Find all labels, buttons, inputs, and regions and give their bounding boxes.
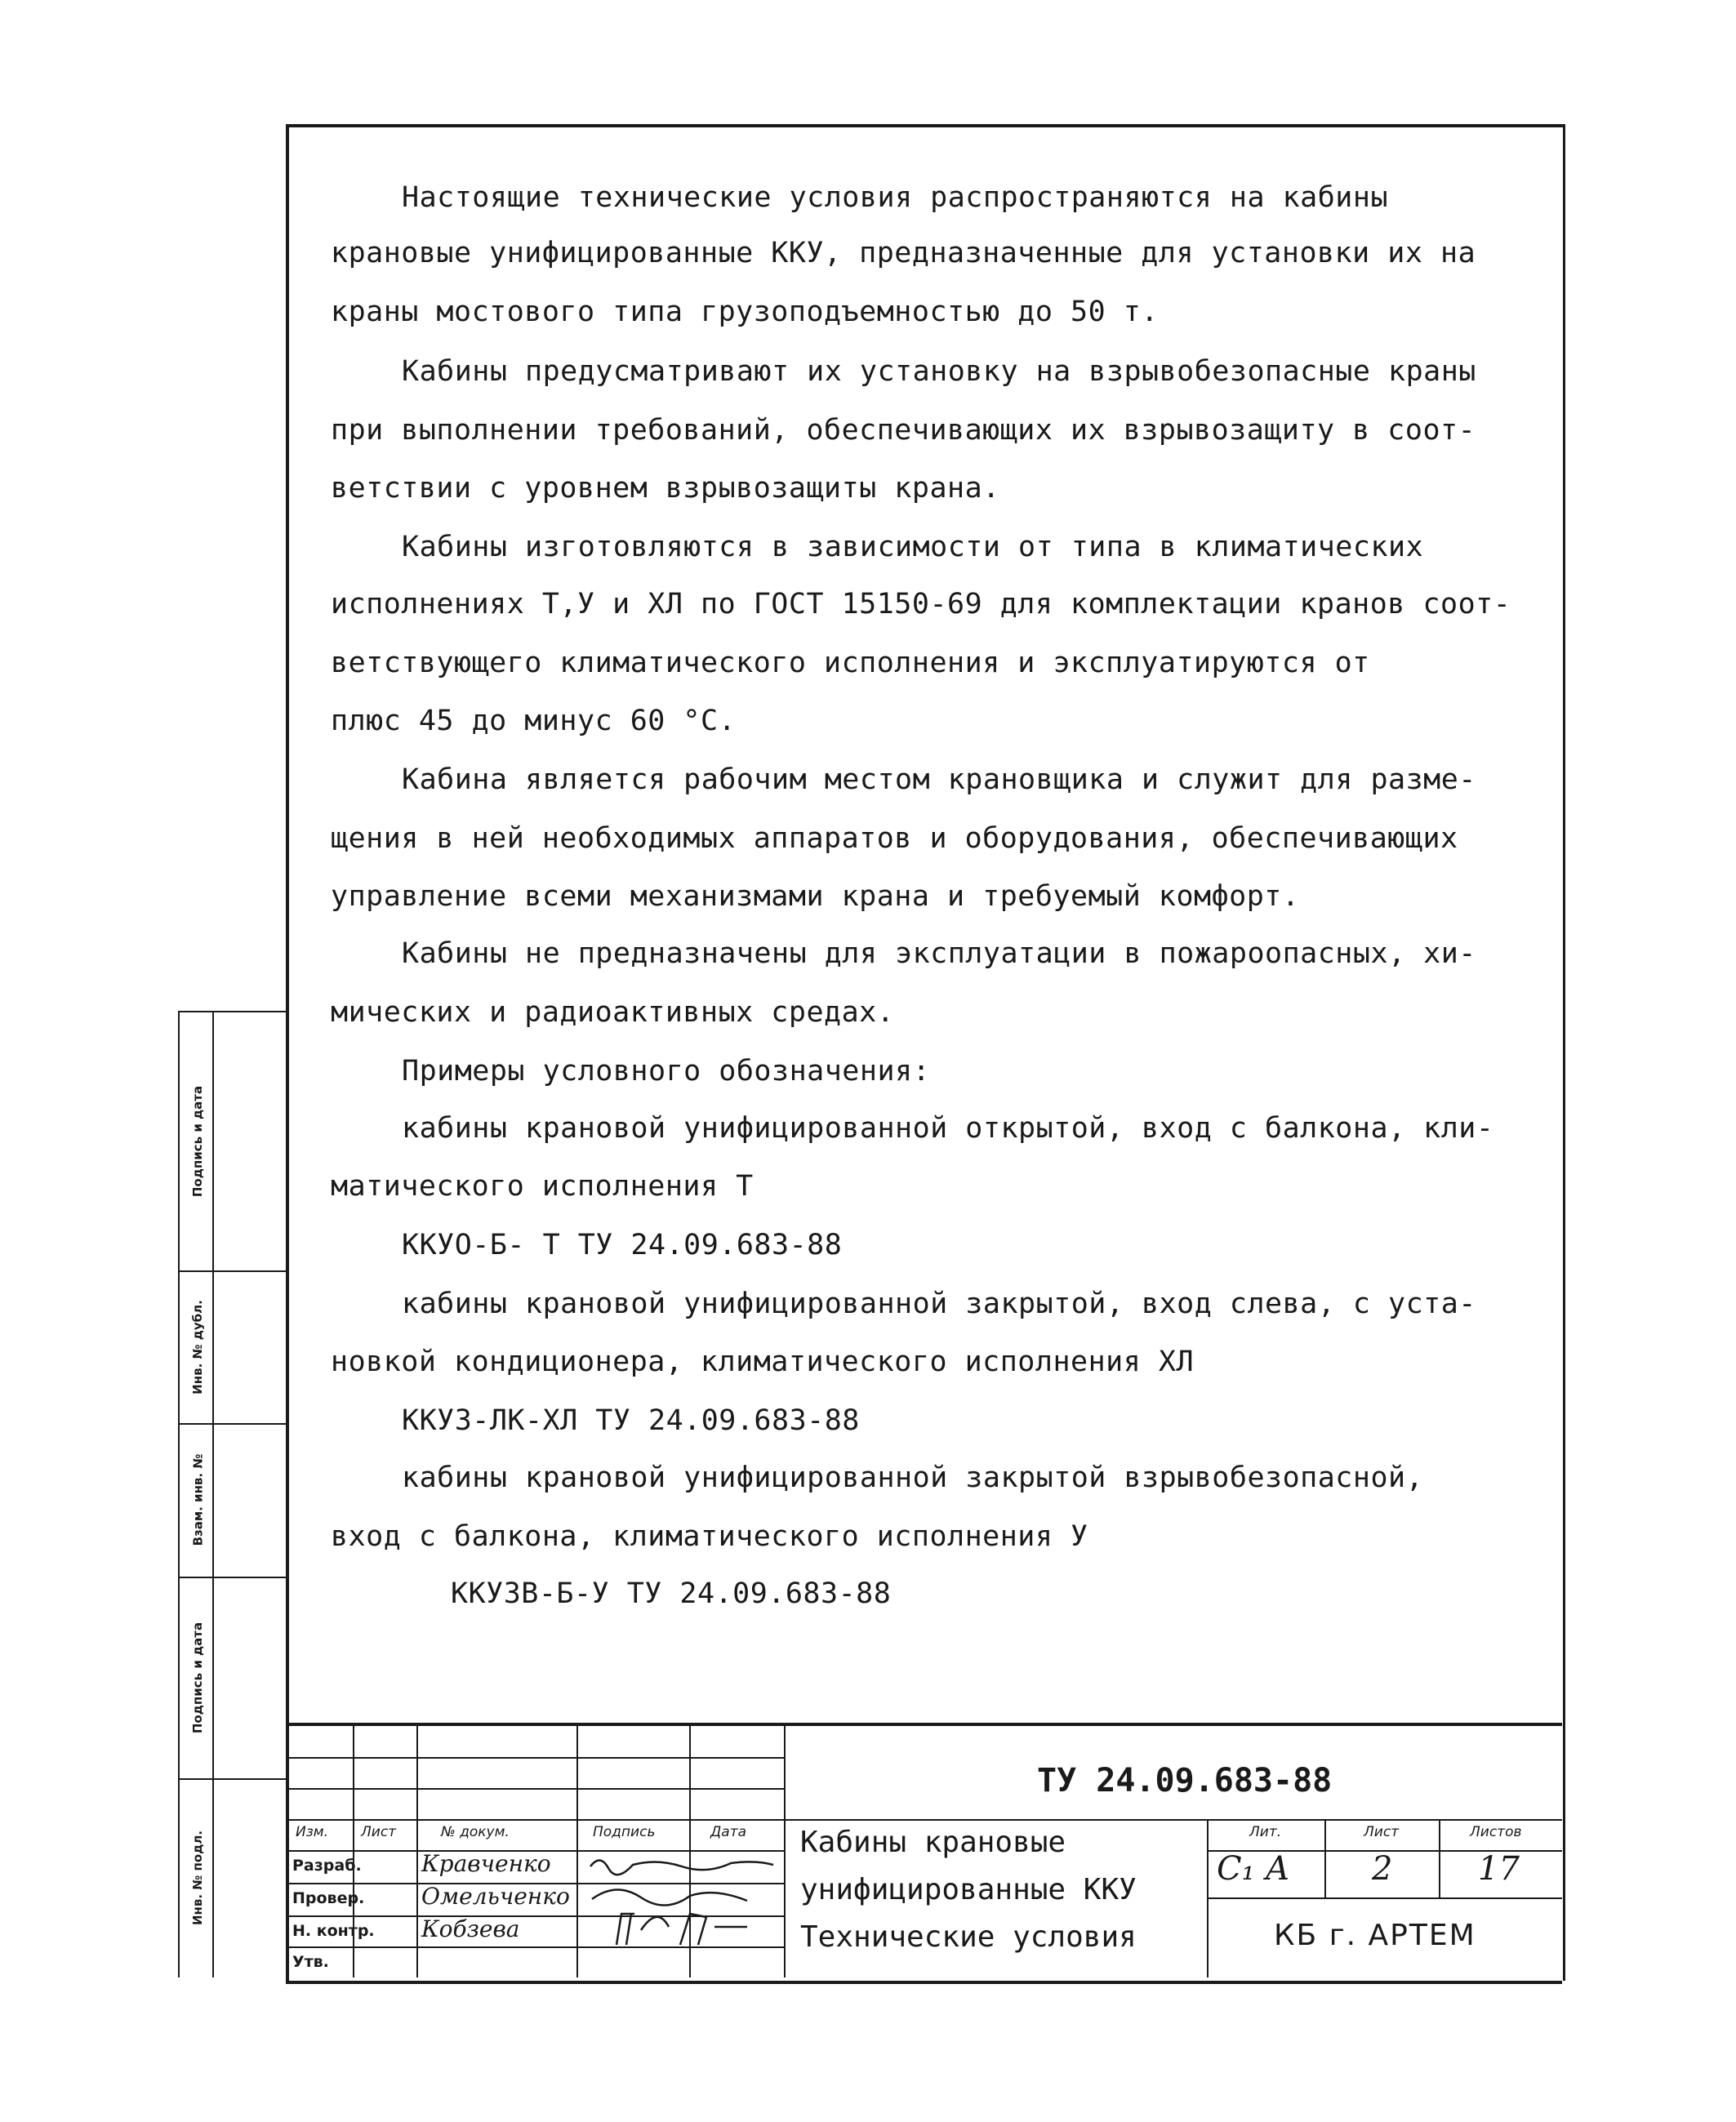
designation-example: ККУЗ-ЛК-ХЛ ТУ 24.09.683-88	[402, 1404, 860, 1437]
margin-label: Инв. № подл.	[190, 1830, 206, 1926]
designation-example: ККУО-Б- Т ТУ 24.09.683-88	[402, 1229, 843, 1261]
body-line: матического исполнения Т	[331, 1170, 754, 1203]
margin-stamp-strip	[178, 1011, 287, 1977]
document-title-line: унифицированные ККУ	[800, 1873, 1137, 1906]
body-line: мических и радиоактивных средах.	[331, 996, 895, 1029]
body-line: плюс 45 до минус 60 °С.	[331, 705, 737, 737]
body-line: краны мостового типа грузоподъемностью до 50 т.	[331, 296, 1159, 328]
body-line: кабины крановой унифицированной открытой, вход с балкона, кли-	[402, 1112, 1494, 1145]
body-line: ветствии с уровнем взрывозащиты крана.	[331, 472, 1000, 505]
role-prover: Провер.	[292, 1889, 365, 1907]
signature-prover: Омельченко	[421, 1883, 570, 1910]
header-izm: Изм.	[296, 1824, 328, 1840]
body-line: исполнениях Т,У и ХЛ по ГОСТ 15150-69 для комплектации кранов соот-	[331, 588, 1511, 621]
document-code: ТУ 24.09.683-88	[1037, 1762, 1333, 1799]
body-line: управление всеми механизмами крана и требуемый комфорт.	[331, 880, 1300, 913]
document-title-line: Кабины крановые	[800, 1826, 1066, 1859]
body-line: кабины крановой унифицированной закрытой взрывобезопасной,	[402, 1461, 1424, 1494]
body-line: вход с балкона, климатического исполнения У	[331, 1520, 1088, 1553]
role-razrab: Разраб.	[292, 1857, 362, 1875]
sheets-header: Листов	[1470, 1824, 1522, 1840]
role-n-kontr: Н. контр.	[292, 1922, 375, 1940]
body-line: ветствующего климатического исполнения и эксплуатируются от	[331, 647, 1370, 679]
role-utv: Утв.	[292, 1953, 329, 1971]
document-title-line: Технические условия	[800, 1920, 1137, 1954]
signature-scribble	[584, 1848, 780, 1951]
body-line: Кабины изготовляются в зависимости от типа в климатических	[402, 531, 1424, 563]
body-line: Примеры условного обозначения:	[402, 1055, 931, 1088]
body-line: Настоящие технические условия распространяются на кабины	[402, 181, 1389, 214]
body-line: кабины крановой унифицированной закрытой, вход слева, с уста-	[402, 1288, 1476, 1320]
body-line: Кабина является рабочим местом крановщика и служит для разме-	[402, 763, 1476, 796]
margin-label: Подпись и дата	[190, 1622, 206, 1734]
sheets-value: 17	[1478, 1850, 1520, 1888]
signature-n-kontr: Кобзева	[421, 1915, 520, 1942]
organization: КБ г. АРТЕМ	[1274, 1919, 1476, 1952]
signature-razrab: Кравченко	[421, 1850, 551, 1877]
document-sheet	[286, 124, 1565, 1981]
body-line: при выполнении требований, обеспечивающих их взрывозащиту в соот-	[331, 414, 1476, 447]
lit-header: Лит.	[1249, 1824, 1282, 1840]
margin-label: Взам. инв. №	[190, 1453, 206, 1546]
header-list: Лист	[361, 1824, 397, 1840]
title-block	[286, 1723, 1562, 1984]
sheet-header: Лист	[1364, 1824, 1400, 1840]
sheet-value: 2	[1372, 1850, 1393, 1888]
body-line: новкой кондиционера, климатического исполнения ХЛ	[331, 1346, 1195, 1378]
body-line: Кабины предусматривают их установку на взрывобезопасные краны	[402, 355, 1476, 388]
body-line: крановые унифицированные ККУ, предназначенные для установки их на	[331, 237, 1476, 269]
designation-example: ККУЗВ-Б-У ТУ 24.09.683-88	[451, 1577, 892, 1610]
header-sign: Подпись	[593, 1824, 656, 1840]
lit-value: С₁ А	[1217, 1850, 1290, 1888]
header-doc-no: № докум.	[441, 1824, 510, 1840]
body-line: Кабины не предназначены для эксплуатации в пожароопасных, хи-	[402, 937, 1476, 970]
body-line: щения в ней необходимых аппаратов и оборудования, обеспечивающих	[331, 822, 1458, 855]
margin-label: Инв. № дубл.	[190, 1300, 205, 1395]
header-date: Дата	[710, 1824, 747, 1840]
margin-label: Подпись и дата	[190, 1085, 206, 1198]
